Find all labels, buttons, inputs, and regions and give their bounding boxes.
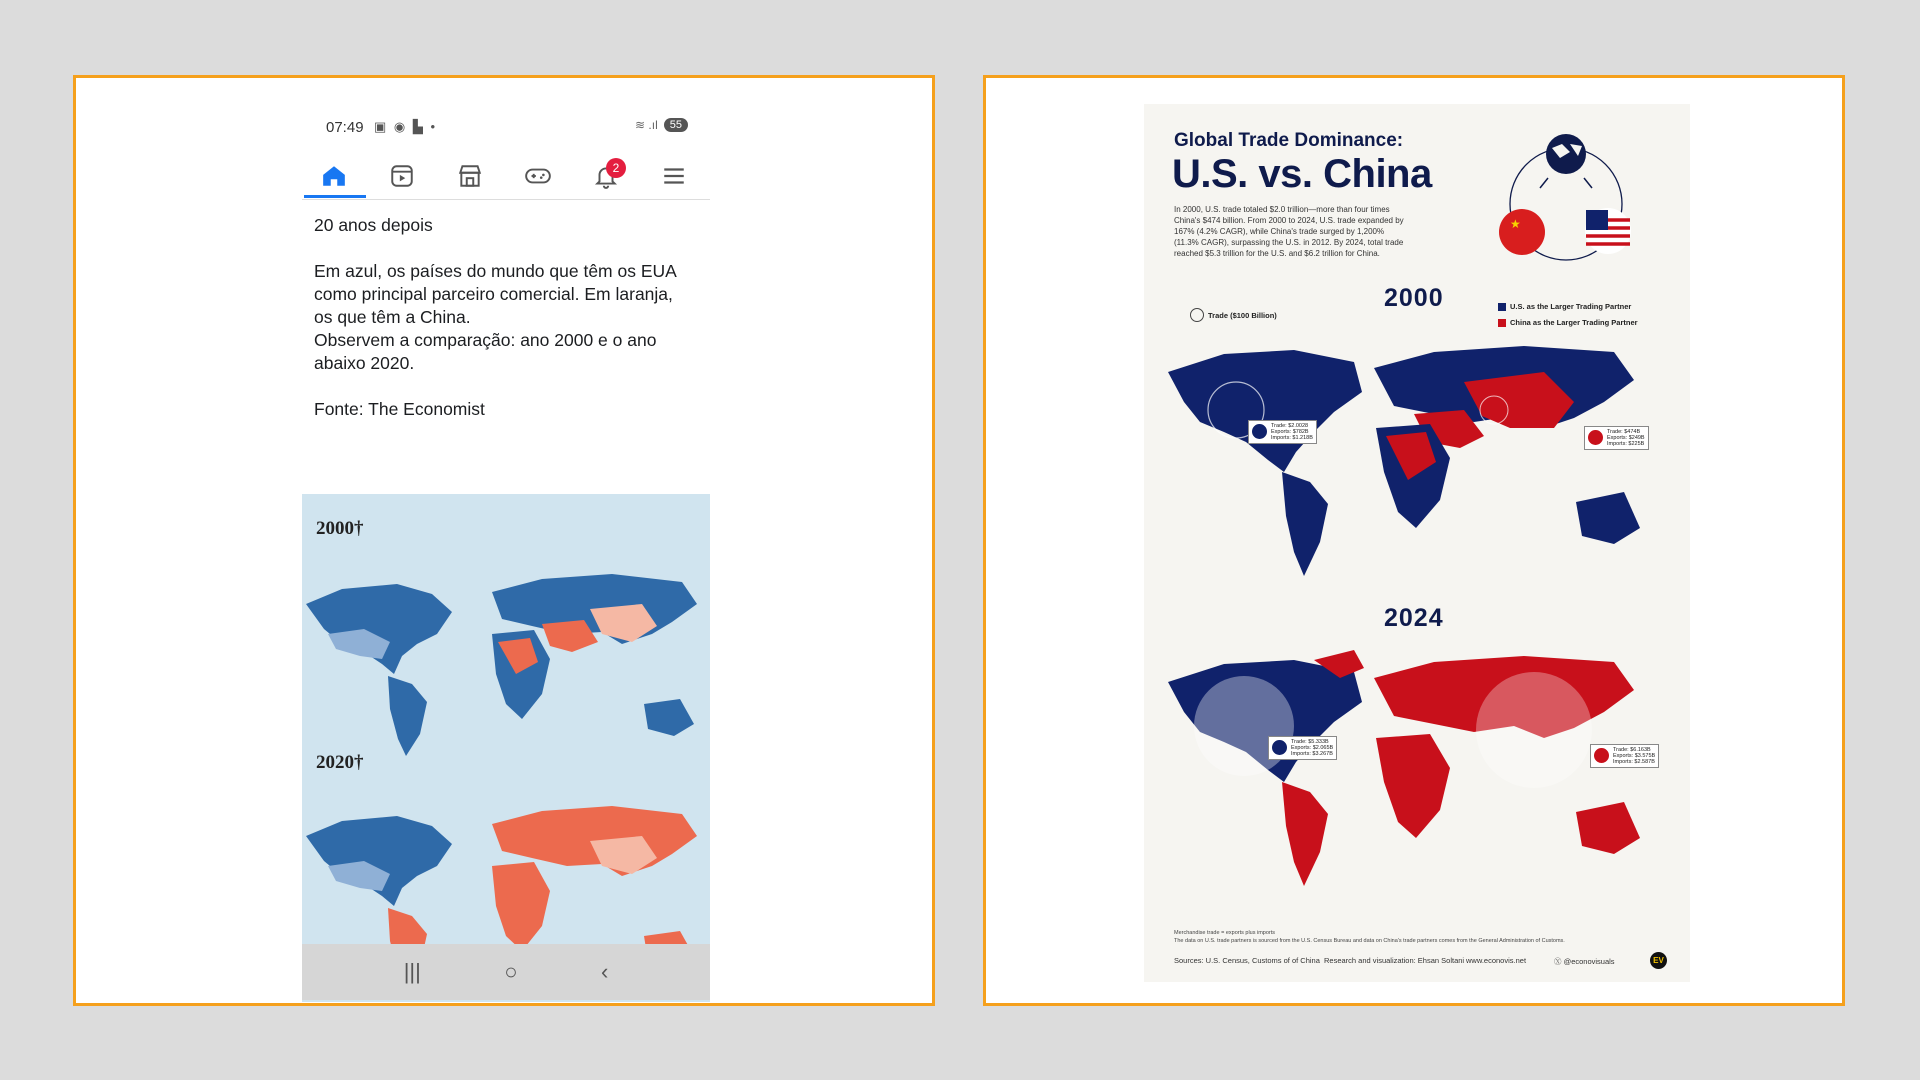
research-credit: Research and visualization: Ehsan Soltani xyxy=(1324,956,1465,965)
nav-reels[interactable] xyxy=(382,156,422,196)
marketplace-icon xyxy=(457,163,483,189)
footnote-definition: Merchandise trade = exports plus imports xyxy=(1174,930,1276,936)
home-button[interactable]: ○ xyxy=(504,959,518,984)
status-app-icons: ▣ ◉ ▙ • xyxy=(374,119,438,134)
post-line-title: 20 anos depois xyxy=(314,215,433,235)
recents-button[interactable]: ||| xyxy=(403,959,421,984)
website-link[interactable]: www.econovis.net xyxy=(1466,956,1527,965)
battery-icon: 55 xyxy=(664,118,688,132)
world-map-2000 xyxy=(302,534,710,764)
nav-notifications[interactable] xyxy=(586,156,626,196)
social-handle[interactable]: Ⓧ @econovisuals xyxy=(1554,957,1615,966)
trade-map-2000 xyxy=(1164,332,1674,582)
right-panel xyxy=(983,75,1845,1006)
post-text xyxy=(314,214,694,444)
status-time: 07:49 xyxy=(326,119,364,136)
year-2000-label: 2000 xyxy=(1384,284,1444,312)
legend-us: U.S. as the Larger Trading Partner xyxy=(1498,302,1631,311)
nav-gaming[interactable] xyxy=(518,156,558,196)
nav-marketplace[interactable] xyxy=(450,156,490,196)
post-paragraph: Em azul, os países do mundo que têm os EUA como principal parceiro comercial. Em laranja, os que têm a China. xyxy=(314,261,676,327)
globe-flags-graphic xyxy=(1496,132,1636,272)
legend-trade-circle: Trade ($100 Billion) xyxy=(1190,308,1277,322)
us-trade-box-2000: Trade: $2.0028 Exports: $782B Imports: $1.218B xyxy=(1248,420,1317,444)
facebook-nav-bar xyxy=(302,148,710,200)
post-paragraph-2: Observem a comparação: ano 2000 e o ano abaixo 2020. xyxy=(314,330,657,373)
sources-text: Sources: U.S. Census, Customs of of China xyxy=(1174,956,1320,965)
phone-screenshot xyxy=(302,108,710,1000)
signal-icon: ≋ .ıl xyxy=(635,118,658,132)
footnote-data: The data on U.S. trade partners is sourced from the U.S. Census Bureau and data on China's trade partners comes from the General Administration of Customs. xyxy=(1174,938,1565,944)
gaming-icon xyxy=(524,163,552,189)
econovis-logo: EV xyxy=(1650,952,1667,969)
menu-icon xyxy=(661,163,687,189)
status-bar xyxy=(302,108,710,140)
post-source: Fonte: The Economist xyxy=(314,399,485,419)
china-trade-box-2000: Trade: $474B Exports: $249B Imports: $225B xyxy=(1584,426,1649,450)
year-2024-label: 2024 xyxy=(1384,604,1444,632)
economist-map-image[interactable] xyxy=(302,494,710,1002)
notification-badge: 2 xyxy=(606,158,626,178)
android-nav-bar xyxy=(302,944,710,1000)
infographic-title: Global Trade Dominance: xyxy=(1174,130,1404,151)
nav-home[interactable] xyxy=(314,156,354,196)
map-label-2000: 2000† xyxy=(316,518,364,539)
active-tab-indicator xyxy=(304,195,366,198)
us-trade-box-2024: Trade: $5.333B Exports: $2.065B Imports: $3.267B xyxy=(1268,736,1337,760)
infographic-intro: In 2000, U.S. trade totaled $2.0 trillion—more than four times China's $474 billion. From 2000 to 2024, U.S. trade expanded by 167% (4.2% CAGR), while China's trade surged by 1,200% (11.3% CAGR), surpassing the U.S. in 2012. By 2024, total trade reached $5.3 trillion for the U.S. and $6.2 trillion for China. xyxy=(1174,205,1404,258)
video-icon xyxy=(389,163,415,189)
svg-text:★: ★ xyxy=(1510,217,1521,231)
nav-menu[interactable] xyxy=(654,156,694,196)
home-icon xyxy=(321,163,347,189)
circle-legend-icon xyxy=(1190,308,1204,322)
trade-infographic xyxy=(1144,104,1690,982)
back-button[interactable]: ‹ xyxy=(600,959,609,984)
map-label-2020: 2020† xyxy=(316,752,364,773)
status-right xyxy=(635,118,688,132)
infographic-headline: U.S. vs. China xyxy=(1172,152,1432,196)
left-panel xyxy=(73,75,935,1006)
legend-china: China as the Larger Trading Partner xyxy=(1498,318,1638,327)
china-trade-box-2024: Trade: $6.163B Exports: $3.575B Imports: $2.587B xyxy=(1590,744,1659,768)
